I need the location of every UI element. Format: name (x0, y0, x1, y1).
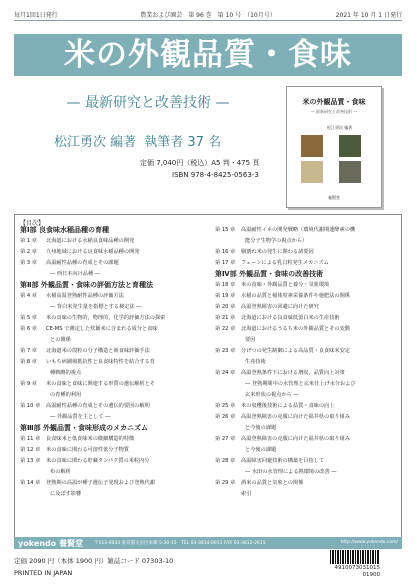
toc-item (20, 236, 210, 247)
toc-chapter-title: 良食味米と低食味米の微細構造的特徴 (46, 436, 135, 442)
toc-chapter-number: 第 13 章 (20, 458, 41, 464)
header-divider (14, 20, 402, 21)
toc-chapter-number: 第 15 章 (215, 227, 236, 233)
toc-item-continuation: と今後の課題 (245, 447, 277, 453)
toc-item-continuation: 能分子生物学の視点から） (245, 238, 308, 244)
toc-chapter-title: 北海道米の殻粒の分子構造と新食味評価手法 (46, 348, 150, 354)
cover-title: 米の外観品質・食味 (302, 98, 366, 106)
toc-item (20, 258, 210, 269)
toc-chapter-title: 水稲高温登熟耐性品種の評価方法 (46, 293, 124, 299)
toc-item (215, 401, 407, 412)
toc-item (215, 324, 407, 335)
toc-item-continuation: と今後の課題 (245, 425, 277, 431)
toc-item (20, 434, 210, 445)
toc-chapter-number: 第 8 章 (20, 359, 37, 365)
toc-item (215, 313, 407, 324)
cover-photo-2 (339, 135, 361, 157)
toc-section-heading: 第Ⅱ部 外観品質・食味の評価方法と育種法 (20, 281, 154, 289)
toc-chapter-title: 高温耐性品種の育成とその遺伝的要因の解明 (46, 403, 150, 409)
toc-chapter-title: 分げつの発生制御による高品質・良食味米安定 (241, 348, 350, 354)
toc-chapter-number: 第 12 章 (20, 447, 41, 453)
book-price: 定価 7,040円（税込）A5 判・475 頁 (140, 159, 260, 167)
cover-editor: 松江勇次 編著 (327, 125, 353, 130)
toc-chapter-number: 第 2 章 (20, 249, 37, 255)
toc-chapter-number: 第 17 章 (215, 260, 236, 266)
toc-item-continuation: 生産技術 (245, 359, 266, 365)
toc-item (215, 478, 407, 489)
toc-chapter-number: 第 22 章 (215, 326, 236, 332)
toc-chapter-title: 高温登熟障害の回避に向けた研究 (241, 304, 319, 310)
toc-item (215, 291, 407, 302)
toc-chapter-title: 米の食味と食味に関連する形質の遺伝解析とそ (46, 381, 155, 387)
toc-chapter-number: 第 7 章 (20, 348, 37, 354)
toc-item (215, 225, 407, 236)
title-banner (14, 34, 402, 76)
toc-item-continuation: ― 外観品質を主として ― (50, 414, 111, 420)
toc-chapter-title: 胴割れ米の発生に関わる諸要因 (241, 249, 314, 255)
toc-item (215, 258, 407, 269)
toc-item (215, 456, 407, 467)
toc-item (20, 401, 210, 412)
toc-chapter-number: 第 16 章 (215, 249, 236, 255)
barcode-image (330, 550, 380, 564)
toc-chapter-number: 第 14 章 (20, 480, 41, 486)
toc-chapter-title: 水稲の品質と稲体窒素栄養条件や施肥法の関係 (241, 293, 350, 299)
toc-chapter-number: 第 19 章 (215, 293, 236, 299)
toc-chapter-title: 北海道における水稲良食味品種の開発 (46, 238, 135, 244)
toc-item (20, 379, 210, 390)
toc-chapter-number: 第 29 章 (215, 480, 236, 486)
toc-item (20, 478, 210, 489)
toc-chapter-number: 第 10 章 (20, 403, 41, 409)
toc-section-heading: 第Ⅳ部 外観品質・食味の改善技術 (215, 270, 324, 278)
toc-item (20, 346, 210, 357)
toc-chapter-title: 米の収穫後技術による品質・食味の向上 (241, 403, 335, 409)
toc-section-heading: 第Ⅲ部 外観品質・食味形成のメカニズム (20, 424, 149, 432)
toc-chapter-number: 第 4 章 (20, 293, 37, 299)
book-subtitle: — 最新研究と改善技術 — (66, 95, 230, 111)
toc-chapter-number: 第 5 章 (20, 315, 37, 321)
toc-item (215, 489, 407, 500)
toc-item (215, 302, 407, 313)
toc-chapter-number: 第 28 章 (215, 458, 236, 464)
toc-chapter-title: 北海道における良食味低蛋白米の生産技術 (241, 315, 340, 321)
printed-in: PRINTED IN JAPAN (14, 569, 73, 577)
toc-right-column (215, 225, 407, 500)
toc-left-column (20, 225, 210, 500)
toc-chapter-number: 第 18 章 (215, 282, 236, 288)
toc-item-continuation: に及ぼす影響 (50, 491, 82, 497)
toc-item (20, 313, 210, 324)
toc-item (215, 247, 407, 258)
cover-subtitle: — 最新研究と改善技術 — (310, 109, 358, 114)
publisher-url[interactable]: http://www.yokendo.com/ (340, 540, 398, 545)
cover-photo-3 (301, 161, 323, 183)
toc-item-continuation: との関係 (50, 337, 71, 343)
toc-item-continuation: ― 背白米発生量を指標とする検定法 ― (50, 304, 142, 310)
toc-chapter-title: 米の食味に関わる貯蔵タンパク質の米粒内分 (46, 458, 150, 464)
toc-item (215, 280, 407, 291)
toc-item (215, 434, 407, 445)
book-cover-image (286, 86, 382, 208)
toc-chapter-title: 登熟期の高温が種子遺伝子発現および登熟代謝 (46, 480, 155, 486)
issue-frequency: 毎月1回1日発行 (14, 12, 58, 19)
toc-chapter-number: 第 21 章 (215, 315, 236, 321)
toc-chapter-number: 第 3 章 (20, 260, 37, 266)
barcode-numbers: 4910073031015 01900 (334, 565, 380, 578)
toc-chapter-number: 第 26 章 (215, 414, 236, 420)
toc-chapter-title: 高温登熟障害の克服に向けた福井県の取り組み (241, 436, 350, 442)
toc-chapter-title: 高温耐性イネの開発戦略（環境代謝関連酵素の機 (241, 227, 356, 233)
publisher-address: 〒113-0033 東京都文京区本郷 5-30-15 TEL 03-3814-0911 FAX 03-3812-2615 (94, 541, 266, 546)
publisher-logo: yokendo 養賢堂 (18, 539, 83, 548)
toc-chapter-number: 第 1 章 (20, 238, 37, 244)
toc-item (215, 412, 407, 423)
toc-chapter-number: 第 25 章 (215, 403, 236, 409)
editor-line (54, 131, 284, 150)
toc-item (20, 357, 210, 368)
toc-chapter-title: 酒米の品質と気象との関係 (241, 480, 304, 486)
toc-chapter-title: 北海道におけるうるち米の外観品質とその変動 (241, 326, 350, 332)
toc-item-continuation: 玄米形状の視点から ― (245, 392, 299, 398)
toc-chapter-title: いもち病圃場抵抗性と良食味特性を結合する育 (46, 359, 155, 365)
toc-item (20, 291, 210, 302)
toc-item-continuation: 布の解析 (50, 469, 71, 475)
toc-chapter-number: 第 20 章 (215, 304, 236, 310)
toc-item (20, 247, 210, 258)
toc-chapter-title: フェーンによる乳白粒発生メカニズム (241, 260, 329, 266)
toc-chapter-title: 高温障害回避技術の構築を目指して (241, 458, 325, 464)
toc-chapter-number: 第 23 章 (215, 348, 236, 354)
isbn: ISBN 978-4-8425-0563-3 (172, 171, 259, 179)
issue-date: 2021 年 10 月 1 日発行 (335, 12, 402, 19)
journal-info: 農業および園芸 第 96 巻 第 10 号 （10月号） (140, 12, 276, 19)
toc-chapter-number: 第 24 章 (215, 370, 236, 376)
toc-chapter-title: 米の食味・外観品質と養分・気象環境 (241, 282, 330, 288)
editor-name: 松江勇次 編著 (54, 135, 137, 150)
toc-chapter-title: 索引 (241, 491, 252, 497)
toc-item-continuation: ― 西日本向け品種 ― (50, 271, 100, 277)
toc-heading: 【目次】 (20, 220, 45, 227)
book-title: 米の外観品質・食味 (64, 37, 352, 73)
toc-chapter-title: 米の食味の生物的，物理的，化学的評価方法の探索 (46, 315, 166, 321)
cover-publisher: 養賢堂 (328, 195, 340, 200)
cover-photo-4 (339, 161, 361, 183)
toc-item (215, 368, 407, 379)
cover-photo-1 (301, 135, 323, 157)
toc-item (20, 324, 210, 335)
toc-item-continuation: 要因 (245, 337, 256, 343)
toc-item-continuation: ― 登熟期間中の水管理と玄米仕上げ水分および (245, 381, 356, 387)
toc-item (20, 445, 210, 456)
toc-chapter-number: 第 9 章 (20, 381, 37, 387)
toc-chapter-title: 高温登熟障害の克服に向けた福井県の取り組み (241, 414, 350, 420)
toc-section-heading: 第Ⅰ部 良食味水稲品種の育種 (20, 226, 110, 234)
toc-item-continuation: ― 水田の水管理による熱環境の改善 ― (245, 469, 337, 475)
toc-item-continuation: の育種的利用 (50, 392, 82, 398)
toc-chapter-number: 第 27 章 (215, 436, 236, 442)
toc-chapter-title: 米の食味に関わる可溶性低分子物質 (46, 447, 130, 453)
toc-chapter-title: 高温登熟条件下における増収，品質向上対策 (241, 370, 345, 376)
toc-chapter-number: 第 11 章 (20, 436, 41, 442)
publisher-bar (14, 537, 402, 549)
toc-chapter-title: CE-MS で測定した炊飯米に含まれる成分と食味 (46, 326, 158, 332)
toc-item-continuation: 種戦略的視点 (50, 370, 82, 376)
table-of-contents (14, 214, 402, 538)
toc-item (20, 456, 210, 467)
toc-item (215, 346, 407, 357)
toc-chapter-title: 高温耐性品種の育成とその課題 (46, 260, 119, 266)
author-count: 執筆者 37 名 (144, 135, 222, 150)
page-header (14, 8, 402, 20)
toc-chapter-title: 九州地域における良食味水稲品種の開発 (46, 249, 140, 255)
toc-chapter-number: 第 6 章 (20, 326, 37, 332)
magazine-price: 定価 2090 円（本体 1900 円）雑誌コード 07303-10 (14, 557, 174, 565)
